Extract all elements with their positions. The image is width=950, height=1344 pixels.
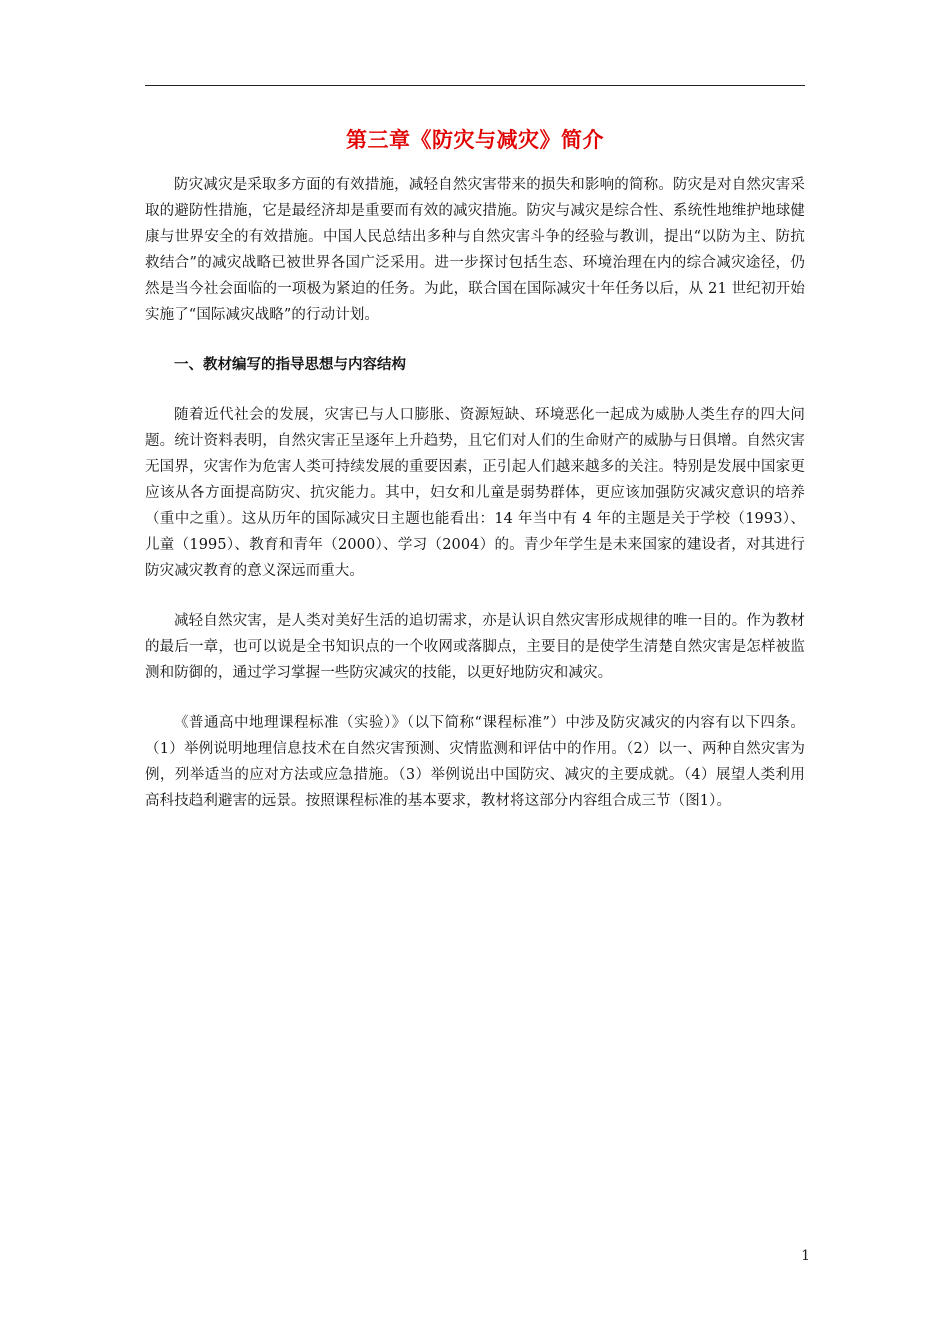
header-rule bbox=[145, 85, 805, 86]
intro-paragraph: 防灾减灾是采取多方面的有效措施，减轻自然灾害带来的损失和影响的简称。防灾是对自然灾害采取的避防性措施，它是最经济却是重要而有效的减灾措施。防灾与减灾是综合性、系统性地维护地球健康与世界安全的有效措施。中国人民总结出多种与自然灾害斗争的经验与教训，提出“以防为主、防抗救结合”的减灾战略已被世界各国广泛采用。进一步探讨包括生态、环境治理在内的综合减灾途径，仍然是当今社会面临的一项极为紧迫的任务。为此，联合国在国际减灾十年任务以后，从 21 世纪初开始实施了“国际减灾战略”的行动计划。 bbox=[145, 177, 805, 323]
document-title: 第三章《防灾与减灾》简介 bbox=[346, 128, 604, 152]
section-heading: 一、教材编写的指导思想与内容结构 bbox=[174, 357, 406, 373]
page-number: 1 bbox=[801, 1248, 810, 1264]
body-paragraph-3: 减轻自然灾害，是人类对美好生活的追切需求，亦是认识自然灾害形成规律的唯一目的。作为教材的最后一章，也可以说是全书知识点的一个收网或落脚点，主要目的是使学生清楚自然灾害是怎样被监测和防御的，通过学习掌握一些防灾减灾的技能，以更好地防灾和减灾。 bbox=[145, 613, 805, 681]
document-body bbox=[145, 172, 805, 814]
body-paragraph-2: 随着近代社会的发展，灾害已与人口膨胀、资源短缺、环境恶化一起成为威胁人类生存的四大问题。统计资料表明，自然灾害正呈逐年上升趋势，且它们对人们的生命财产的威胁与日俱增。自然灾害无国界，灾害作为危害人类可持续发展的重要因素，正引起人们越来越多的关注。特别是发展中国家更应该从各方面提高防灾、抗灾能力。其中，妇女和儿童是弱势群体，更应该加强防灾减灾意识的培养（重中之重）。这从历年的国际减灾日主题也能看出：14 年当中有 4 年的主题是关于学校（1993）、儿童（1995）、教育和青年（2000）、学习（2004）的。青少年学生是未来国家的建设者，对其进行防灾减灾教育的意义深远而重大。 bbox=[145, 407, 805, 579]
body-paragraph-4: 《普通高中地理课程标准（实验）》（以下简称“课程标准”）中涉及防灾减灾的内容有以下四条。（1）举例说明地理信息技术在自然灾害预测、灾情监测和评估中的作用。（2）以一、两种自然灾害为例，列举适当的应对方法或应急措施。（3）举例说出中国防灾、减灾的主要成就。（4）展望人类利用高科技趋利避害的远景。按照课程标准的基本要求，教材将这部分内容组合成三节（图1）。 bbox=[145, 715, 805, 809]
